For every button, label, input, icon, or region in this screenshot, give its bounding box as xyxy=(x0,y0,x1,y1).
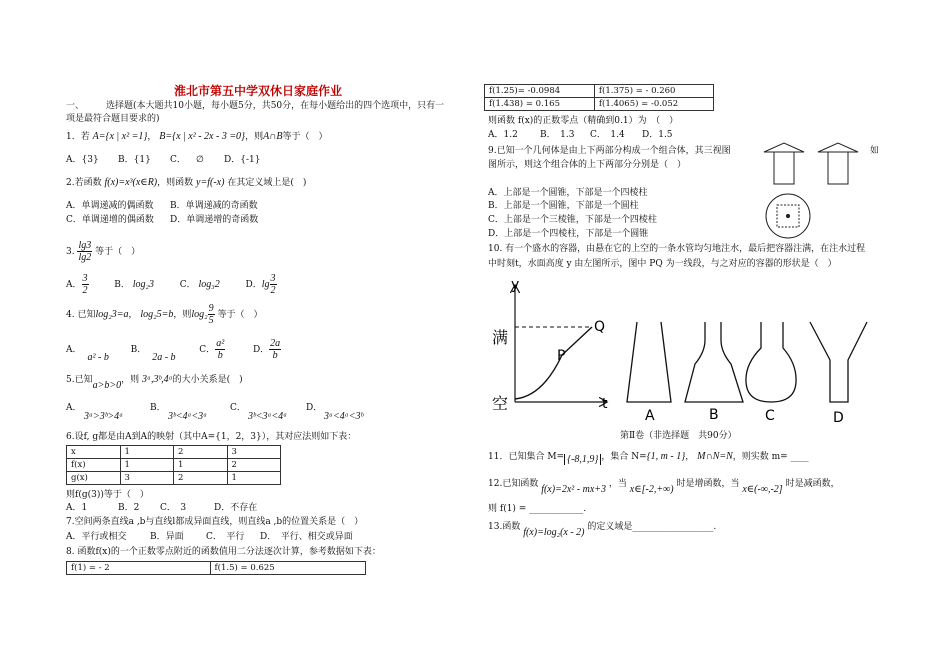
q5-option-b-value: 3ᵇ<4ᵃ<3ᵃ xyxy=(168,411,208,422)
q2-f: f(x)=x³(x∈R) xyxy=(104,177,158,188)
q1-tail: 等于（ ） xyxy=(282,132,328,142)
q1-option-b: B．{1} xyxy=(118,155,151,165)
q8-option-d: D．1.5 xyxy=(642,130,673,140)
shape-label-a: A xyxy=(645,408,655,424)
container-c xyxy=(746,322,796,402)
q7-option-c: C． 平行 xyxy=(206,532,245,542)
q4-options: A．a² - b B．2a - b C． $\frac{\text{a²}}{b}$ D． $\frac{2a}{b}$ xyxy=(66,338,281,363)
q2-mid: ，则函数 xyxy=(157,178,194,188)
q9-option-c: C．上部是一个三棱锥，下部是一个四棱柱 xyxy=(488,215,657,225)
q5-option-c-value: 3ᵇ<3ᵃ<4ᵃ xyxy=(248,411,288,422)
q6-option-d: D．不存在 xyxy=(214,503,258,513)
q1-option-c: C． xyxy=(170,155,186,165)
section-number: 一、 xyxy=(66,101,85,111)
side-view xyxy=(818,143,858,184)
question-7: 7.空间两条直线a ,b与直线l都成异面直线，则直线a ,b的位置关系是（ ） xyxy=(66,517,364,527)
q6-option-b: B．2 xyxy=(118,503,140,513)
q3-num: 3. xyxy=(66,247,75,257)
y-axis-label: y xyxy=(511,278,520,293)
q5-option-a-value: 3ᵃ>3ᵇ>4ᵃ xyxy=(84,411,124,422)
q2-option-b: B．单调递减的奇函数 xyxy=(170,201,258,211)
container-d xyxy=(810,322,867,402)
part-2-heading: 第Ⅱ卷（非选择题 共90分） xyxy=(620,431,737,441)
q1-option-a: A．{3} xyxy=(66,155,99,165)
top-view xyxy=(766,194,810,238)
q2-option-a: A．单调递减的偶函数 xyxy=(66,201,154,211)
q1-sep: ， xyxy=(147,132,157,142)
t-axis-label: t xyxy=(602,396,608,412)
q9-option-a: A．上部是一个圆锥，下部是一个四棱柱 xyxy=(488,188,648,198)
q2-option-c: C．单调递增的偶函数 xyxy=(66,215,154,225)
shape-label-b: B xyxy=(709,407,719,423)
question-11: 11．已知集合 M= {-8,1,9} ，集合 N={1, m - 1}， M∩N=N，则实数 m= ____ xyxy=(488,451,809,465)
q2-g: y=f(-x) xyxy=(196,177,225,188)
section-heading-cont: 项是最符合题目要求的) xyxy=(66,114,160,124)
question-5: 5.已知a>b>0，则 3ᵃ,3ᵇ,4ᵃ的大小关系是( ) xyxy=(66,374,243,391)
q2-tail: 在其定义域上是( ) xyxy=(227,178,307,188)
three-view-diagram xyxy=(758,140,870,242)
mapping-table xyxy=(66,445,281,485)
q3-tail: 等于（ ） xyxy=(95,247,141,257)
question-4: 4. 已知log₂3=a， log₂5=b，则log₂ $\frac{9}{5}$ 等于（ ） xyxy=(66,303,263,326)
section-heading: 选择题(本大题共10小题，每小题5分，共50分，在每小题给出的四个选项中，只有一 xyxy=(106,101,445,111)
q7-option-b: B．异面 xyxy=(150,532,184,542)
q3-a-fraction: $\frac{3}{2}$ xyxy=(82,273,88,296)
q2-stem: 2.若函数 xyxy=(66,178,102,188)
question-12: 12.已知函数 f(x)=2x² - mx+3 ，当 x∈[-2,+∞) 时是增函数，当 x∈(-∞,-2] 时是减函数， xyxy=(488,479,840,495)
point-p-label: P xyxy=(557,348,566,364)
q1-expr: A∩B xyxy=(263,131,283,142)
question-1 xyxy=(66,131,328,144)
q8-option-b: B． 1.3 xyxy=(540,130,575,140)
container-shapes xyxy=(625,318,870,426)
empty-set-symbol: ∅ xyxy=(196,155,204,165)
q6-option-a: A．1 xyxy=(66,503,88,513)
table-row: g(x) 3 2 1 xyxy=(67,472,281,485)
q6-option-c: C． 3 xyxy=(160,503,187,513)
q9-option-d: D．上部是一个四棱柱，下部是一个圆锥 xyxy=(488,229,649,239)
container-b xyxy=(685,322,743,402)
full-label: 满 xyxy=(492,328,509,347)
question-13: 13.函数 f(x)=log₂(x - 2) 的定义域是__________________. xyxy=(488,522,717,538)
height-curve xyxy=(515,327,592,399)
q3-fraction: $\frac{\lg 3}{\lg 2}$ xyxy=(78,240,92,263)
q4-d-fraction: $\frac{2a}{b}$ xyxy=(270,338,281,361)
shape-label-c: C xyxy=(765,408,775,424)
question-3 xyxy=(66,240,140,263)
q4-c-fraction: $\frac{\text{a²}}{b}$ xyxy=(216,338,225,361)
question-6: 6.设f, g都是由A到A的映射（其中A={1，2，3}），其对应法则如下表： xyxy=(66,432,357,442)
question-10: 10. 有一个盛水的容器，由悬在它的上空的一条水管均匀地注水，最后把容器注满，在注水过程 xyxy=(488,244,866,254)
q7-option-a: A．平行或相交 xyxy=(66,532,127,542)
point-q-label: Q xyxy=(594,319,606,335)
q8-option-a: A．1.2 xyxy=(488,130,518,140)
q9-stem-cont: 图所示，则这个组合体的上下两部分分别是（ ） xyxy=(488,160,687,170)
empty-label: 空 xyxy=(492,394,509,413)
question-2 xyxy=(66,177,306,190)
q9-option-b: B．上部是一个圆锥，下部是一个圆柱 xyxy=(488,201,639,211)
q1-option-d: D．{-1} xyxy=(224,155,261,165)
page-title: 淮北市第五中学双休日家庭作业 xyxy=(174,84,343,98)
q12-line2: 则 f(1) = ____________. xyxy=(488,504,587,514)
q9-stem-tail: 如 xyxy=(870,146,880,156)
q1-stem: 1．若 xyxy=(66,132,90,142)
table-row: f(1.438) = 0.165 f(1.4065) = -0.052 xyxy=(485,98,714,111)
q10-stem-cont: 中时刻t，水面高度 y 由左图所示，图中 PQ 为一线段，与之对应的容器的形状是（ ） xyxy=(488,259,837,269)
shape-label-d: D xyxy=(833,410,844,426)
q8-option-c: C． 1.4 xyxy=(590,130,625,140)
q1-then: ，则 xyxy=(245,132,264,142)
question-9: 9.已知一个几何体是由上下两部分构成一个组合体，其三视图 xyxy=(488,146,731,156)
question-8: 8. 函数f(x)的一个正数零点附近的函数值用二分法逐次计算，参考数据如下表： xyxy=(66,547,381,557)
q6-ask: 则f(g(3))等于（ ） xyxy=(66,490,149,500)
q5-option-c: C． xyxy=(230,403,246,413)
table-row: f(1.25)= -0.0984 f(1.375) = - 0.260 xyxy=(485,85,714,98)
q5-option-b: B． xyxy=(150,403,166,413)
front-view xyxy=(764,143,804,184)
q5-option-a: A． xyxy=(66,403,82,413)
water-height-graph xyxy=(488,278,618,413)
q3-d-fraction: $\frac{3}{2}$ xyxy=(270,273,276,296)
bisection-table-part1 xyxy=(66,561,366,575)
q1-set-b: B={x | x² - 2x - 3 =0} xyxy=(159,131,246,142)
q5-option-d-value: 3ᵃ<4ᵃ<3ᵇ xyxy=(324,411,364,422)
q4-fraction: $\frac{9}{5}$ xyxy=(208,303,214,326)
bisection-table-part2 xyxy=(484,84,714,111)
q8-ask: 则函数 f(x)的正数零点（精确到0.1）为 （ ） xyxy=(488,116,679,126)
q7-option-d: D． 平行、相交或异面 xyxy=(260,532,353,542)
table-row: x 1 2 3 xyxy=(67,446,281,459)
q1-set-a: A={x | x² =1} xyxy=(92,131,148,142)
container-a xyxy=(627,322,671,402)
q2-option-d: D．单调递增的奇函数 xyxy=(170,215,259,225)
q3-options: A． $\frac{3}{2}$ B． log₂3 C． log₃2 D．lg $\frac{3}{2}$ xyxy=(66,273,276,296)
q5-option-d: D． xyxy=(306,403,323,413)
table-row: f(1) = - 2 f(1.5) = 0.625 xyxy=(67,562,366,575)
table-row: f(x) 1 1 2 xyxy=(67,459,281,472)
